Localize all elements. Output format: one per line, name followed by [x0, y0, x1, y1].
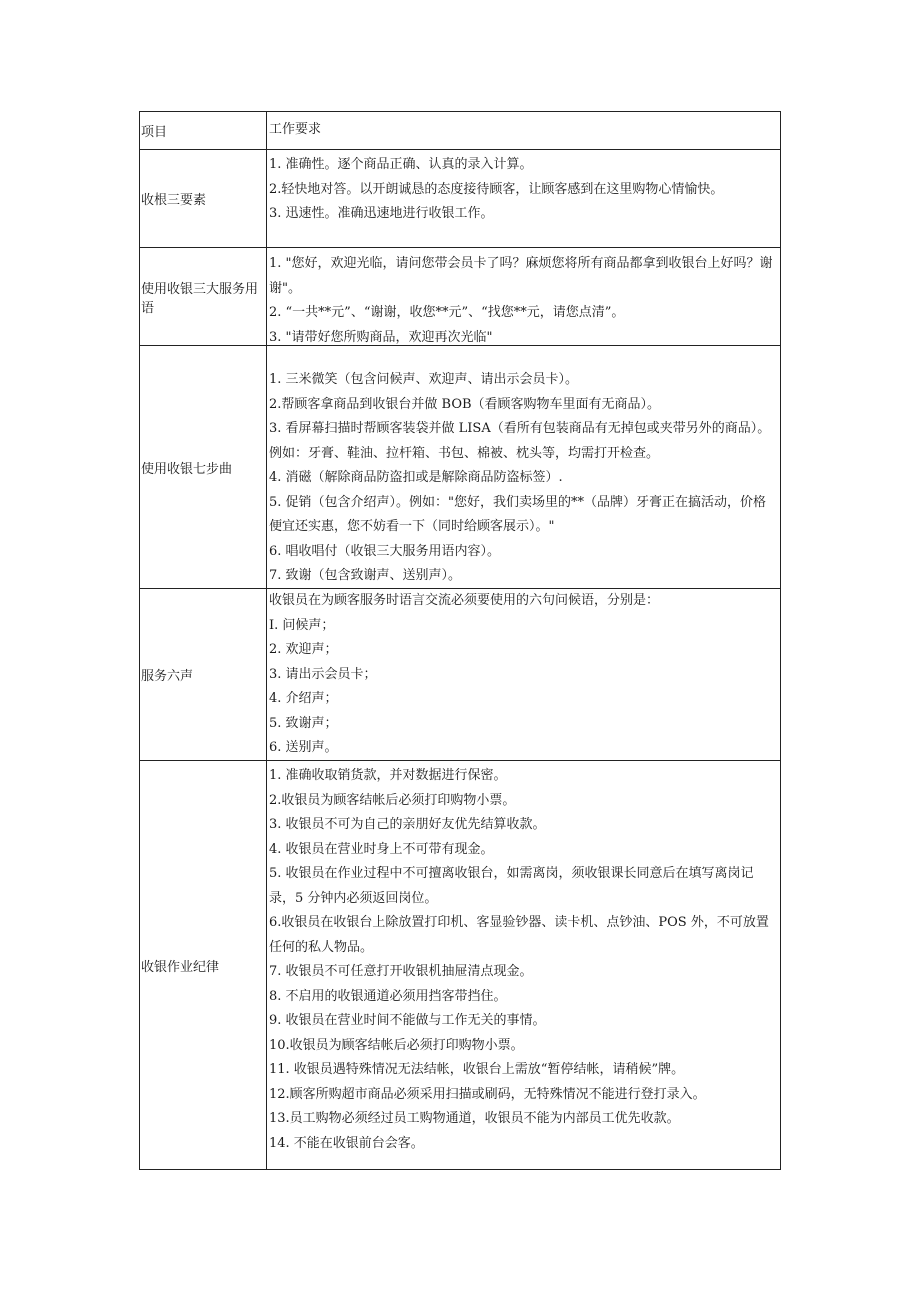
header-item-cell: 项目 [140, 112, 267, 149]
requirement-line: 14. 不能在收银前台会客。 [269, 1135, 424, 1151]
row-content [268, 346, 780, 588]
requirement-line: 3. "请带好您所购商品，欢迎再次光临" [269, 329, 493, 345]
requirement-line: 3. 收银员不可为自己的亲朋好友优先结算收款。 [269, 817, 546, 832]
requirement-line: 2.收银员为顾客结帐后必须打印购物小票。 [269, 792, 516, 808]
requirement-line: 5. 收银员在作业过程中不可擅离收银台，如需离岗，须收银课长同意后在填写离岗记录，5 分钟内必须返回岗位。 [269, 866, 754, 906]
requirement-line: 1. 准确性。逐个商品正确、认真的录入计算。 [269, 157, 533, 172]
requirement-line: 5. 致谢声； [269, 715, 338, 731]
row-content [268, 589, 780, 760]
requirement-line: 5. 促销（包含介绍声）。例如："您好，我们卖场里的**（品牌）牙膏正在搞活动，价格便宜还实惠，您不妨看一下（同时给顾客展示）。" [269, 494, 767, 534]
requirement-line: 3. 看屏幕扫描时帮顾客装袋并做 LISA（看所有包装商品有无掉包或夹带另外的商品）。例如：牙膏、鞋油、拉杆箱、书包、棉被、枕头等，均需打开检查。 [269, 421, 771, 461]
requirement-line: 4. 介绍声； [269, 691, 338, 706]
requirement-line: 3. 迅速性。准确迅速地进行收银工作。 [269, 206, 494, 221]
requirement-line: 2.轻快地对答。以开朗诚恳的态度接待顾客，让顾客感到在这里购物心情愉快。 [269, 181, 724, 197]
requirement-line: 6. 唱收唱付（收银三大服务用语内容）。 [269, 543, 501, 559]
requirement-line: 4. 收银员在营业时身上不可带有现金。 [269, 841, 494, 857]
row-label: 服务六声 [140, 589, 267, 760]
row-label: 使用收银三大服务用语 [140, 248, 267, 345]
table-row [140, 760, 780, 1169]
table-header-row [140, 112, 780, 149]
row-content [268, 248, 780, 345]
requirement-line: 7. 收银员不可任意打开收银机抽屉清点现金。 [269, 964, 533, 979]
header-requirement-cell: 工作要求 [269, 122, 322, 138]
work-requirements-table [139, 111, 781, 1170]
row-content [268, 761, 780, 1169]
requirement-line: 2. 欢迎声； [269, 642, 338, 657]
requirement-line: 12.顾客所购超市商品必须采用扫描或刷码，无特殊情况不能进行登打录入。 [269, 1086, 706, 1102]
table-row [140, 345, 780, 588]
row-label: 使用收银七步曲 [140, 346, 267, 588]
table-row [140, 149, 780, 247]
requirement-line: 6.收银员在收银台上除放置打印机、客显验钞器、读卡机、点钞油、POS 外，不可放置任何的私人物品。 [269, 915, 769, 955]
row-content [268, 150, 780, 247]
requirement-line: 2.帮顾客拿商品到收银台并做 BOB（看顾客购物车里面有无商品）。 [269, 396, 661, 412]
requirement-line: I. 问候声； [269, 617, 335, 633]
row-label: 收银作业纪律 [140, 761, 267, 1169]
requirement-line: 11. 收银员遇特殊情况无法结帐，收银台上需放“暂停结帐，请稍候”牌。 [269, 1062, 685, 1077]
requirement-line: 2. “一共**元”、“谢谢，收您**元”、“找您**元，请您点清”。 [269, 305, 625, 320]
requirement-line: 9. 收银员在营业时间不能做与工作无关的事情。 [269, 1013, 546, 1028]
requirement-line: 1. 准确收取销货款，并对数据进行保密。 [269, 768, 507, 783]
requirement-line: 10.收银员为顾客结帐后必须打印购物小票。 [269, 1037, 524, 1053]
requirement-line: 4. 消磁（解除商品防盗扣或是解除商品防盗标签）. [269, 470, 563, 485]
requirement-line: 13.员工购物必须经过员工购物通道，收银员不能为内部员工优先收款。 [269, 1111, 680, 1126]
requirement-line: 7. 致谢（包含致谢声、送别声）。 [269, 568, 462, 583]
requirement-line: 3. 请出示会员卡； [269, 666, 377, 682]
requirement-line: 收银员在为顾客服务时语言交流必须要使用的六句问候语，分别是： [269, 593, 660, 608]
requirement-line: 1. "您好，欢迎光临，请问您带会员卡了吗？麻烦您将所有商品都拿到收银台上好吗？谢谢"。 [269, 256, 773, 296]
table-row [140, 588, 780, 760]
table-row [140, 247, 780, 345]
requirement-line: 6. 送别声。 [269, 740, 338, 755]
requirement-line: 1. 三米微笑（包含问候声、欢迎声、请出示会员卡）。 [269, 372, 579, 387]
row-label: 收根三要素 [140, 150, 267, 247]
requirement-line: 8. 不启用的收银通道必须用挡客带挡住。 [269, 988, 507, 1004]
